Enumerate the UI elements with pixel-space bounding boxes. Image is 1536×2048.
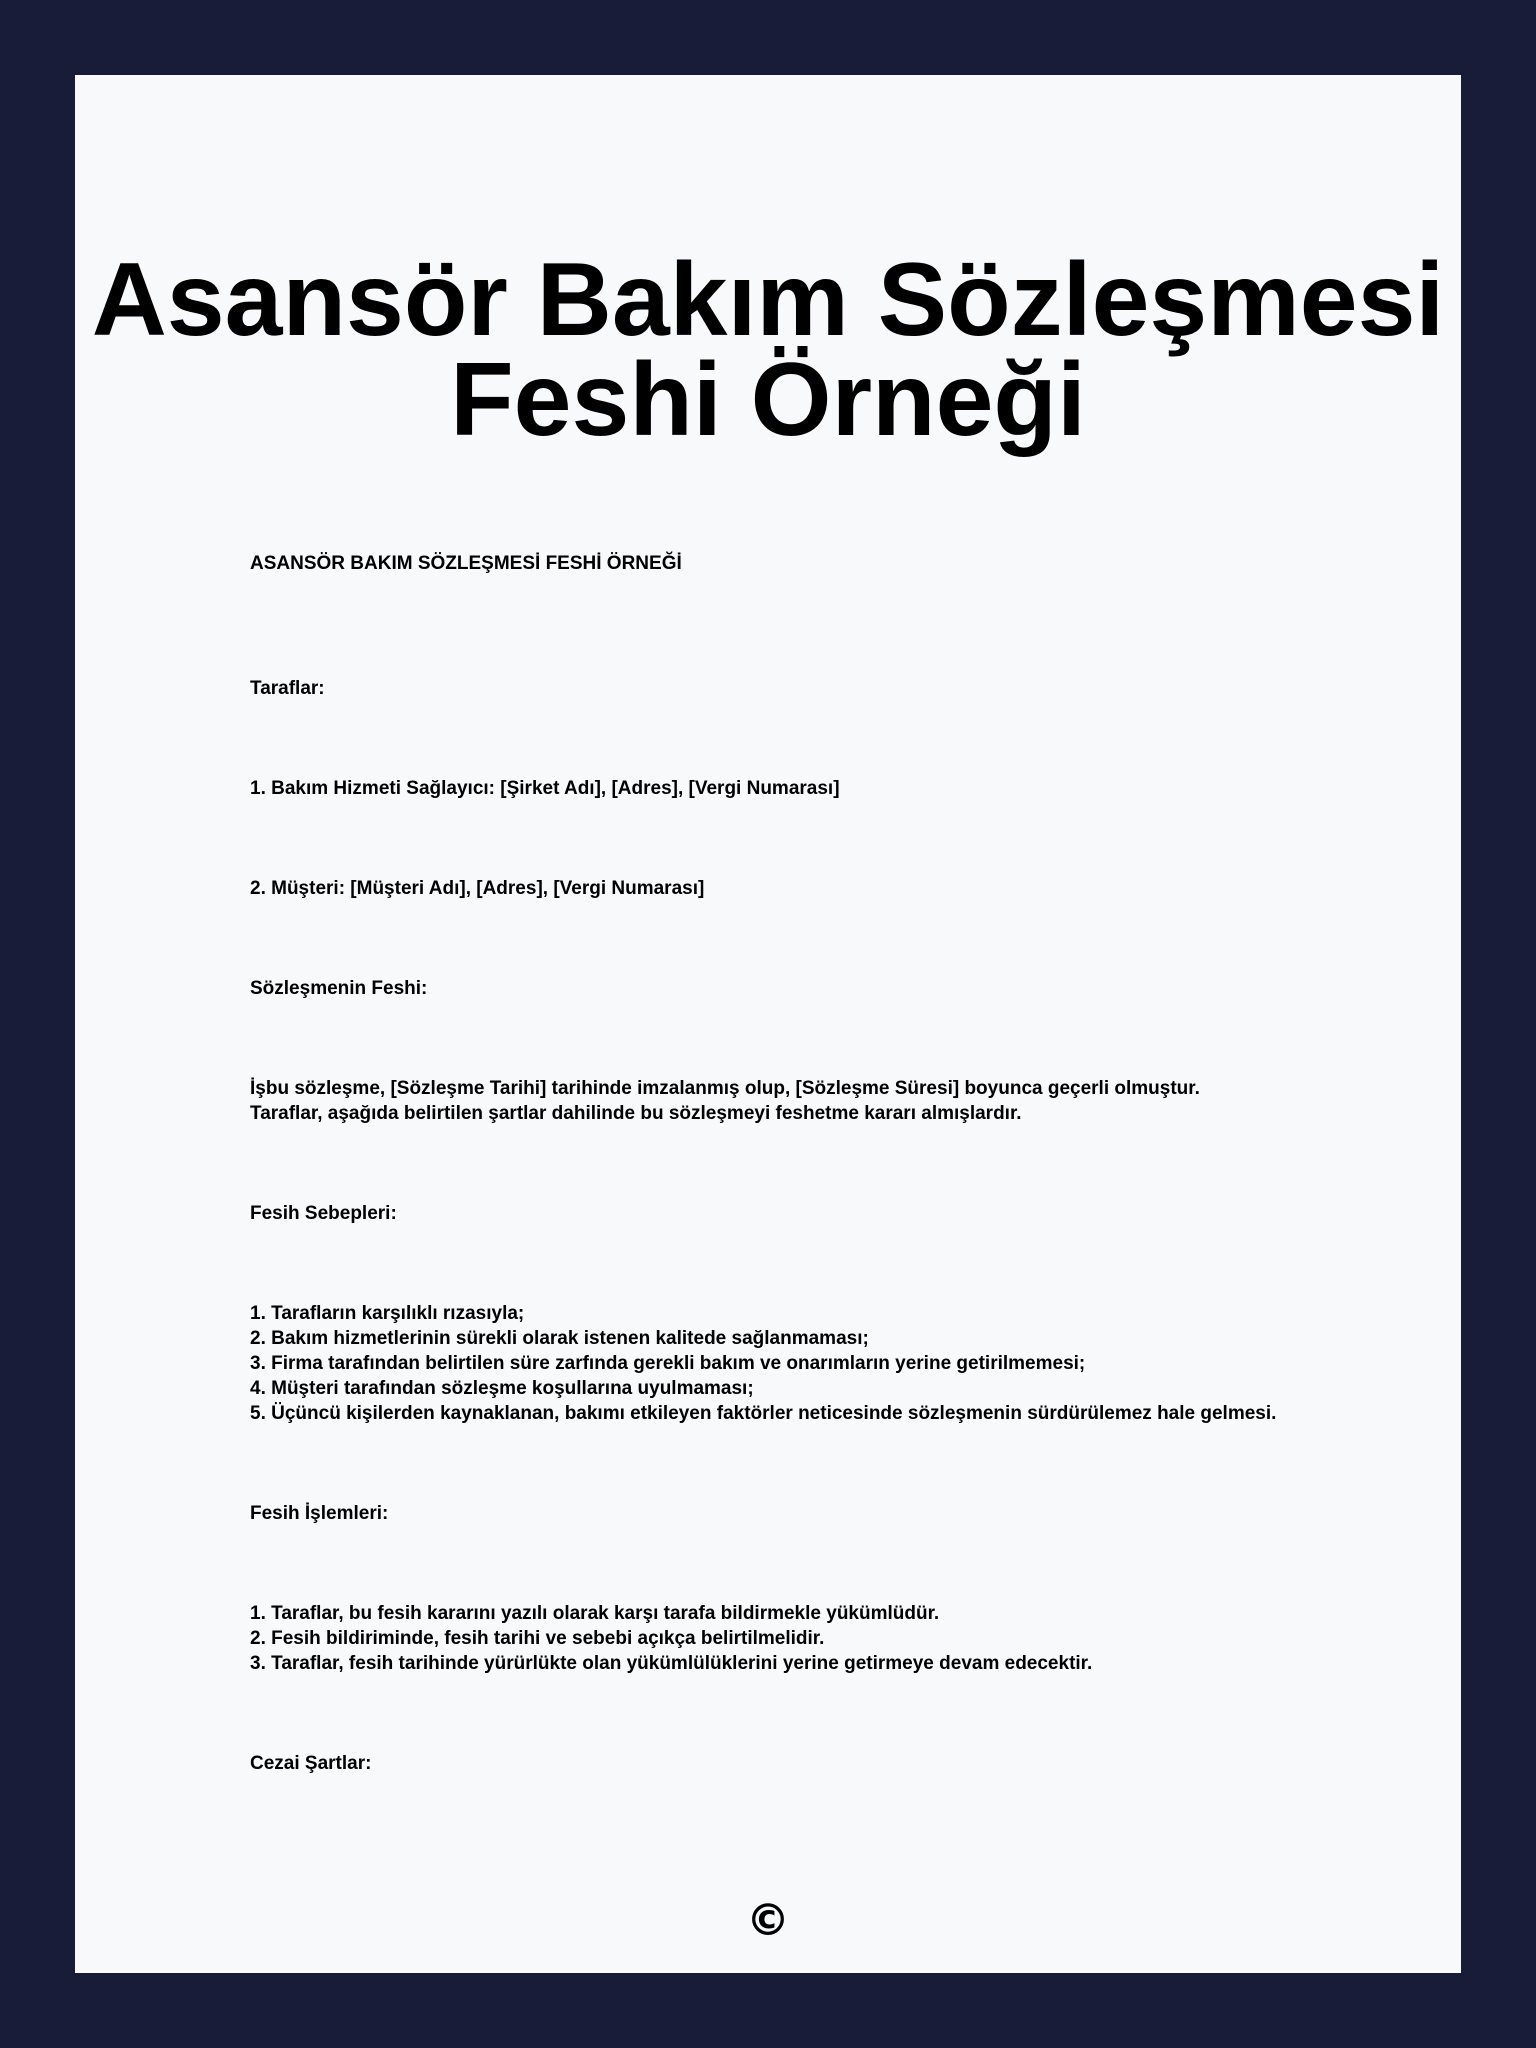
page-title-line-2: Feshi Örneği <box>450 342 1086 458</box>
list-item: 3. Taraflar, fesih tarihinde yürürlükte olan yükümlülüklerini yerine getirmeye devam edecektir. <box>250 1653 1093 1674</box>
penalty-label: Cezai Şartlar: <box>250 1753 372 1774</box>
list-item: 4. Müşteri tarafından sözleşme koşullarına uyulmaması; <box>250 1378 754 1399</box>
list-item: 1. Taraflar, bu fesih kararını yazılı olarak karşı tarafa bildirmekle yükümlüdür. <box>250 1603 940 1624</box>
parties-label: Taraflar: <box>250 678 325 699</box>
copyright-icon: © <box>746 1895 790 1946</box>
procedures-list <box>250 1601 1300 1676</box>
page-title <box>75 242 1461 458</box>
party-provider: 1. Bakım Hizmeti Sağlayıcı: [Şirket Adı], [Adres], [Vergi Numarası] <box>250 778 840 799</box>
document-heading: ASANSÖR BAKIM SÖZLEŞMESİ FESHİ ÖRNEĞİ <box>250 553 682 574</box>
list-item: 3. Firma tarafından belirtilen süre zarfında gerekli bakım ve onarımların yerine getirilmemesi; <box>250 1353 1086 1374</box>
termination-text-line-1: İşbu sözleşme, [Sözleşme Tarihi] tarihinde imzalanmış olup, [Sözleşme Süresi] boyunca geçerli olmuştur. <box>250 1078 1200 1099</box>
party-customer: 2. Müşteri: [Müşteri Adı], [Adres], [Vergi Numarası] <box>250 878 705 899</box>
page-title-line-1: Asansör Bakım Sözleşmesi <box>91 242 1445 358</box>
list-item: 1. Tarafların karşılıklı rızasıyla; <box>250 1303 525 1324</box>
list-item: 2. Bakım hizmetlerinin sürekli olarak istenen kalitede sağlanmaması; <box>250 1328 869 1349</box>
list-item: 5. Üçüncü kişilerden kaynaklanan, bakımı etkileyen faktörler neticesinde sözleşmenin sürdürülemez hale gelmesi. <box>250 1403 1277 1424</box>
termination-label: Sözleşmenin Feshi: <box>250 978 428 999</box>
reasons-list <box>250 1301 1300 1426</box>
procedures-label: Fesih İşlemleri: <box>250 1503 389 1524</box>
termination-text-line-2: Taraflar, aşağıda belirtilen şartlar dahilinde bu sözleşmeyi feshetme kararı almışlardır. <box>250 1103 1022 1124</box>
document-body <box>250 551 1300 1776</box>
reasons-label: Fesih Sebepleri: <box>250 1203 397 1224</box>
document-page <box>75 75 1461 1973</box>
list-item: 2. Fesih bildiriminde, fesih tarihi ve sebebi açıkça belirtilmelidir. <box>250 1628 825 1649</box>
